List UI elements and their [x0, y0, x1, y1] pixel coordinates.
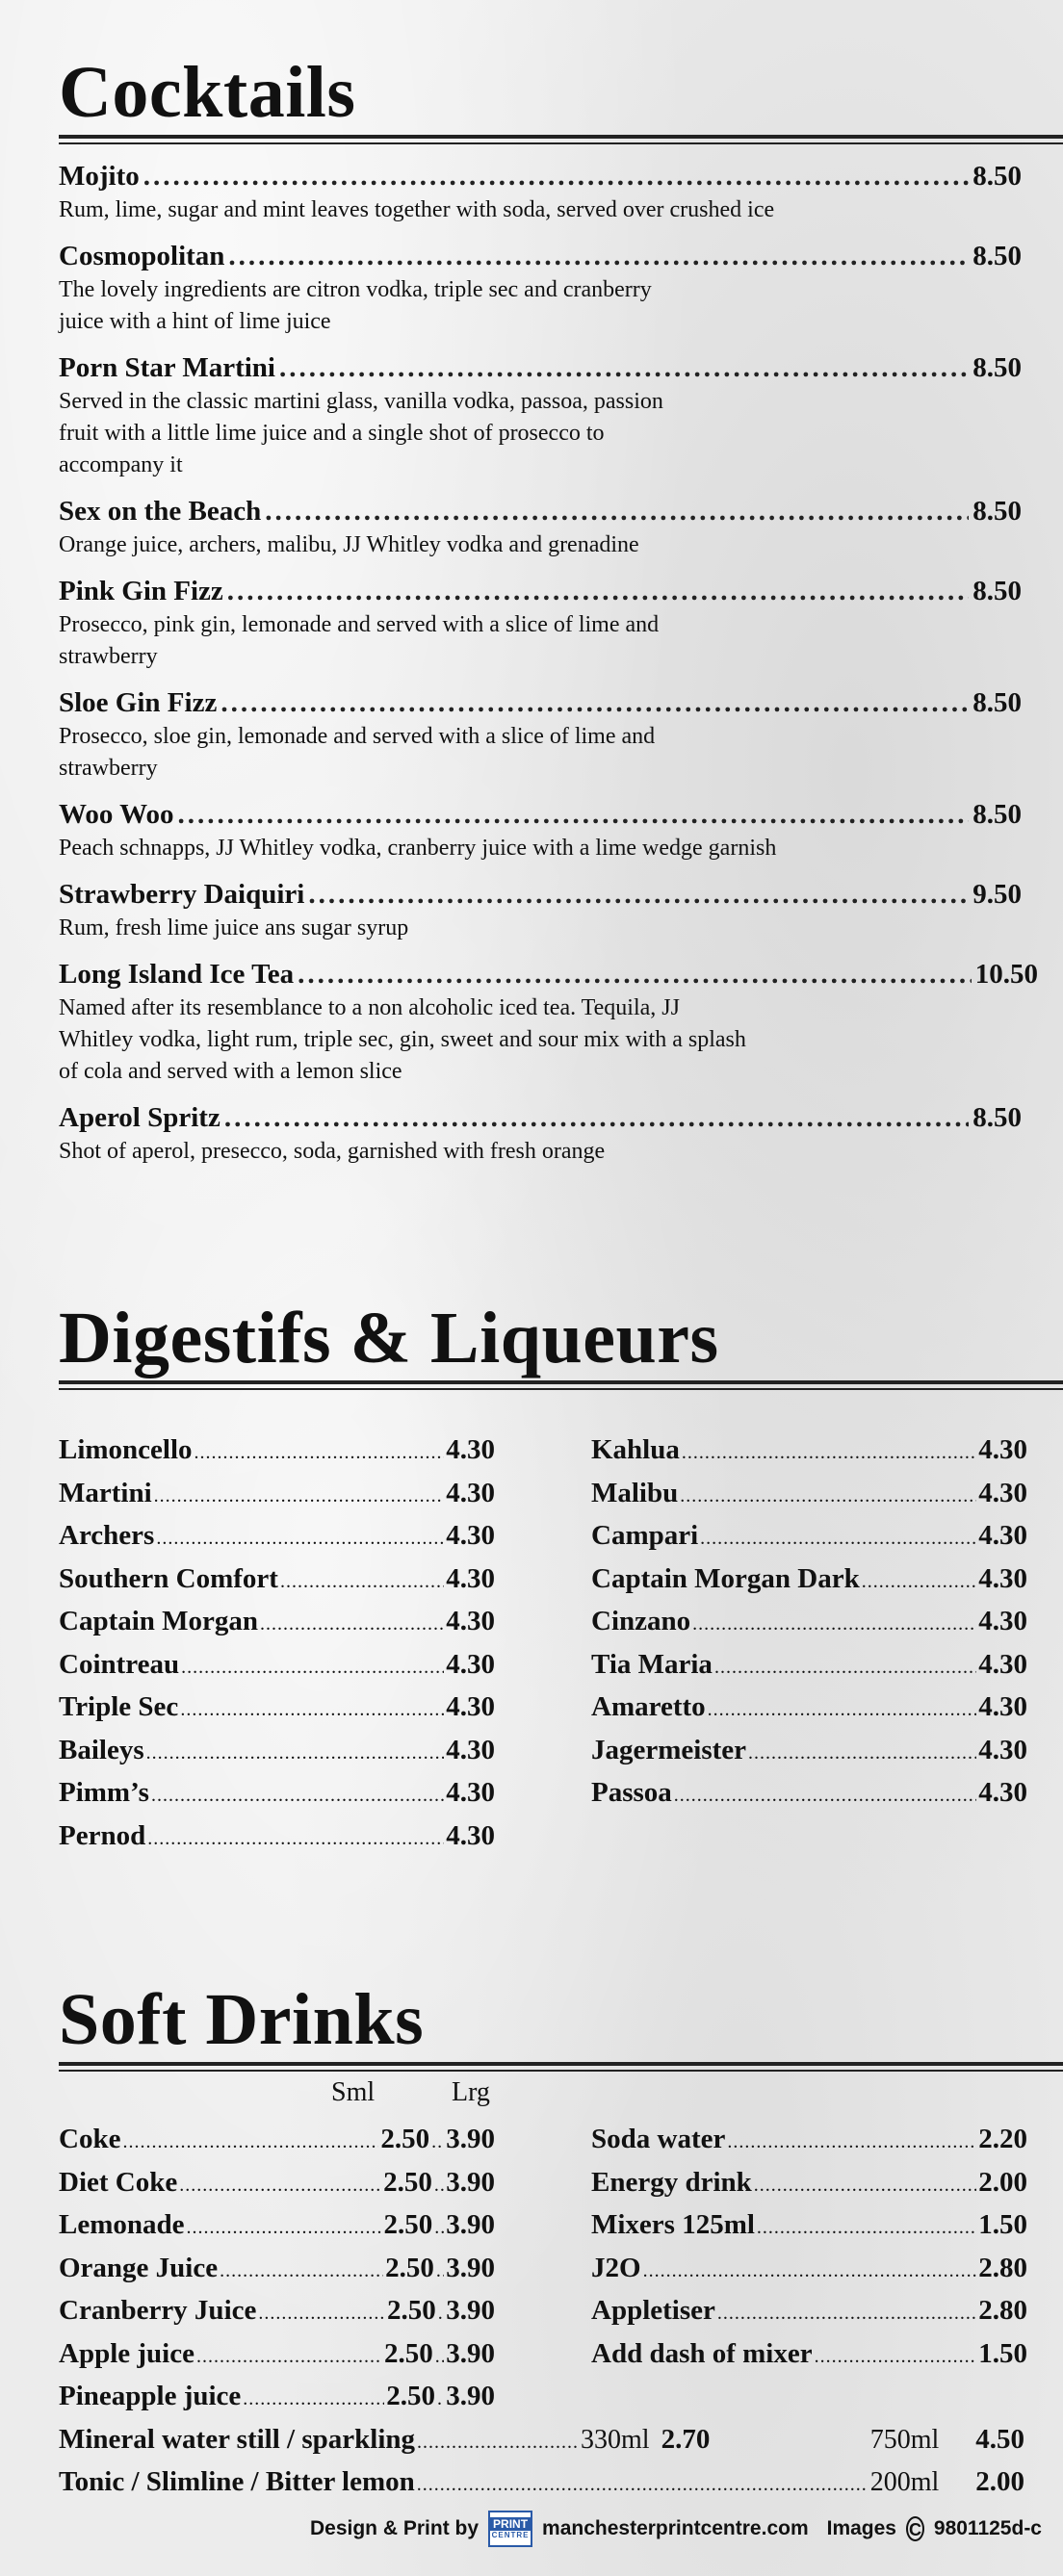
drink-price: 2.00 [978, 2166, 1027, 2198]
cocktail-price: 8.50 [972, 1102, 1022, 1133]
drink-price: 4.30 [446, 1734, 495, 1765]
drink-name: Southern Comfort [59, 1562, 278, 1594]
drink-name: Lemonade [59, 2209, 185, 2240]
print-centre-logo [488, 2511, 532, 2547]
drink-price: 1.50 [978, 2209, 1027, 2240]
large-price: 3.90 [446, 2295, 495, 2326]
drink-price: 2.80 [978, 2252, 1027, 2283]
list-item [59, 349, 1022, 481]
drink-name: Tia Maria [591, 1648, 713, 1680]
design-print-label: Design & Print by [310, 2517, 480, 2539]
list-item [59, 876, 1022, 944]
drink-name: Passoa [591, 1777, 672, 1808]
drink-name: Cointreau [59, 1648, 180, 1680]
cocktails-title: Cocktails [59, 52, 356, 133]
large-price: 3.90 [446, 2209, 495, 2240]
drink-price: 2.20 [978, 2124, 1027, 2154]
drink-price: 4.30 [978, 1734, 1027, 1765]
list-item [591, 2291, 1027, 2334]
cocktail-description: The lovely ingredients are citron vodka, triple sec and cranberry juice with a hint of lime juice [59, 277, 652, 334]
cocktail-description: Peach schnapps, JJ Whitley vodka, cranberry juice with a lime wedge garnish [59, 836, 777, 861]
drink-price: 4.30 [978, 1691, 1027, 1722]
logo-bottom-text: CENTRE [491, 2531, 530, 2539]
soft-drinks-left-column [59, 2120, 495, 2420]
list-item [591, 2205, 1027, 2249]
drink-name: Appletiser [591, 2295, 715, 2326]
drink-price: 4.30 [446, 1477, 495, 1508]
list-item [59, 1816, 495, 1860]
list-item [59, 1516, 495, 1559]
list-item [59, 158, 1022, 226]
image-code: 9801125d-c [933, 2517, 1042, 2539]
list-item [59, 2163, 495, 2206]
cocktail-description: Named after its resemblance to a non alcoholic iced tea. Tequila, JJ Whitley vodka, light rum, triple sec, gin, sweet and sour mix with a splash of cola and served with a lemon slice [59, 995, 746, 1084]
drink-name: Cranberry Juice [59, 2295, 257, 2326]
drink-price: 1.50 [978, 2337, 1027, 2369]
soft-drinks-section [59, 1979, 1063, 2506]
list-item [59, 1687, 495, 1731]
small-price: 2.50 [386, 2295, 436, 2326]
cocktails-rule [59, 135, 1063, 144]
list-item [59, 1474, 495, 1517]
drink-price: 4.30 [446, 1520, 495, 1551]
footer [310, 2511, 1042, 2547]
large-price: 3.90 [446, 2252, 495, 2283]
drink-price: 4.30 [446, 1691, 495, 1722]
drink-name: Apple juice [59, 2337, 194, 2369]
drink-name: Energy drink [591, 2166, 752, 2198]
drink-price: 4.30 [446, 1648, 495, 1680]
drink-price: 4.30 [446, 1819, 495, 1851]
drink-price: 4.30 [446, 1606, 495, 1636]
cocktail-name: Sloe Gin Fizz [59, 687, 218, 718]
drink-price: 4.30 [446, 1777, 495, 1808]
cocktail-description: Rum, lime, sugar and mint leaves together with soda, served over crushed ice [59, 197, 775, 222]
list-item [59, 796, 1022, 864]
drink-name: Orange Juice [59, 2252, 219, 2283]
small-price: 2.50 [383, 2209, 433, 2240]
drink-price: 4.30 [446, 1434, 495, 1465]
cocktail-price: 8.50 [972, 799, 1022, 830]
tonic-row [59, 2462, 1024, 2506]
digestifs-rule [59, 1380, 1063, 1390]
cocktail-price: 9.50 [972, 879, 1022, 910]
list-item [59, 573, 1022, 673]
size-header [59, 2077, 1063, 2116]
drink-name: Captain Morgan [59, 1606, 259, 1636]
copyright-icon: C [906, 2516, 924, 2541]
website-link[interactable]: manchesterprintcentre.com [542, 2517, 809, 2539]
cocktail-description: Prosecco, sloe gin, lemonade and served with a slice of lime and strawberry [59, 724, 656, 781]
soft-drinks-title: Soft Drinks [59, 1979, 425, 2060]
cocktail-price: 8.50 [972, 496, 1022, 527]
drink-name: Martini [59, 1477, 152, 1508]
list-item [59, 1099, 1022, 1168]
price: 2.00 [975, 2466, 1024, 2497]
drink-name: Amaretto [591, 1691, 706, 1722]
list-item [59, 956, 1038, 1088]
cocktail-price: 8.50 [972, 576, 1022, 606]
drink-price: 4.30 [978, 1777, 1027, 1808]
list-item [591, 1645, 1027, 1688]
drink-name: Limoncello [59, 1434, 193, 1465]
list-item [591, 2120, 1027, 2163]
list-item [591, 2249, 1027, 2292]
small-price: 2.50 [386, 2381, 435, 2411]
list-item [59, 2334, 495, 2378]
drink-name: Kahlua [591, 1434, 680, 1465]
volume-large: 750ml [869, 2424, 940, 2455]
price-large: 4.50 [975, 2423, 1024, 2455]
list-item [591, 1474, 1027, 1517]
list-item [59, 2291, 495, 2334]
drink-price: 4.30 [978, 1562, 1027, 1594]
list-item [591, 1430, 1027, 1474]
drink-price: 4.30 [446, 1562, 495, 1594]
list-item [591, 1559, 1027, 1603]
digestifs-right-column [591, 1430, 1027, 1859]
small-price: 2.50 [380, 2124, 430, 2154]
cocktail-name: Porn Star Martini [59, 352, 275, 383]
list-item [59, 1559, 495, 1603]
cocktail-name: Long Island Ice Tea [59, 959, 295, 990]
cocktail-name: Mojito [59, 161, 140, 192]
list-item [59, 1731, 495, 1774]
drink-name: Archers [59, 1520, 155, 1551]
drink-name: Baileys [59, 1734, 144, 1765]
drink-price: 4.30 [978, 1477, 1027, 1508]
cocktail-description: Shot of aperol, presecco, soda, garnished with fresh orange [59, 1139, 606, 1164]
cocktail-name: Sex on the Beach [59, 496, 262, 527]
large-price: 3.90 [446, 2381, 495, 2411]
large-size-label: Lrg [452, 2077, 490, 2107]
cocktail-name: Strawberry Daiquiri [59, 879, 305, 910]
large-price: 3.90 [446, 2166, 495, 2198]
list-item [591, 2334, 1027, 2378]
list-item [59, 493, 1022, 561]
list-item [59, 2120, 495, 2163]
price-small: 2.70 [661, 2423, 711, 2455]
cocktails-section [59, 52, 1063, 1179]
list-item [59, 2205, 495, 2249]
list-item [591, 1687, 1027, 1731]
volume: 200ml [869, 2467, 940, 2497]
drink-name: Mineral water still / sparkling [59, 2423, 416, 2455]
drink-name: Malibu [591, 1477, 679, 1508]
small-price: 2.50 [383, 2166, 432, 2198]
small-price: 2.50 [383, 2337, 433, 2369]
list-item [59, 1645, 495, 1688]
cocktail-price: 8.50 [972, 241, 1022, 271]
drink-name: Pineapple juice [59, 2381, 242, 2411]
cocktail-price: 8.50 [972, 352, 1022, 383]
drink-name: Pernod [59, 1819, 146, 1851]
drink-name: Add dash of mixer [591, 2337, 813, 2369]
cocktail-price: 10.50 [974, 959, 1038, 990]
drink-price: 2.80 [978, 2295, 1027, 2326]
cocktail-name: Aperol Spritz [59, 1102, 220, 1133]
large-price: 3.90 [446, 2124, 495, 2154]
list-item [591, 1773, 1027, 1816]
list-item [591, 1516, 1027, 1559]
digestifs-title: Digestifs & Liqueurs [59, 1298, 719, 1378]
drink-name: Tonic / Slimline / Bitter lemon [59, 2466, 415, 2497]
cocktail-description: Served in the classic martini glass, vanilla vodka, passoa, passion fruit with a little lime juice and a single shot of prosecco to accompany it [59, 389, 663, 477]
volume-small: 330ml [581, 2424, 650, 2455]
drink-name: Captain Morgan Dark [591, 1562, 860, 1594]
cocktail-description: Orange juice, archers, malibu, JJ Whitley vodka and grenadine [59, 532, 639, 557]
drink-price: 4.30 [978, 1606, 1027, 1636]
logo-top-text: PRINT [490, 2517, 531, 2531]
cocktail-description: Rum, fresh lime juice ans sugar syrup [59, 915, 409, 940]
drink-name: Soda water [591, 2124, 726, 2154]
list-item [59, 1602, 495, 1645]
digestifs-section [59, 1298, 1063, 1859]
drink-name: Coke [59, 2124, 121, 2154]
drink-name: Diet Coke [59, 2166, 178, 2198]
cocktail-description: Prosecco, pink gin, lemonade and served with a slice of lime and strawberry [59, 612, 660, 669]
drink-name: Cinzano [591, 1606, 691, 1636]
drink-name: Pimm’s [59, 1777, 149, 1808]
list-item [591, 1602, 1027, 1645]
small-size-label: Sml [331, 2077, 376, 2107]
list-item [59, 2377, 495, 2420]
small-price: 2.50 [385, 2252, 434, 2283]
mineral-water-row [59, 2420, 1024, 2463]
drink-price: 4.30 [978, 1648, 1027, 1680]
drink-name: Campari [591, 1520, 699, 1551]
cocktail-name: Cosmopolitan [59, 241, 225, 271]
cocktail-price: 8.50 [972, 161, 1022, 192]
digestifs-left-column [59, 1430, 495, 1859]
images-label: Images [826, 2517, 896, 2539]
list-item [59, 684, 1022, 785]
list-item [59, 1430, 495, 1474]
cocktail-price: 8.50 [972, 687, 1022, 718]
drink-name: Triple Sec [59, 1691, 179, 1722]
large-price: 3.90 [446, 2337, 495, 2369]
list-item [59, 2249, 495, 2292]
drink-price: 4.30 [978, 1520, 1027, 1551]
soft-drinks-right-column [591, 2120, 1027, 2420]
drink-name: Mixers 125ml [591, 2209, 755, 2240]
list-item [59, 1773, 495, 1816]
list-item [59, 238, 1022, 338]
cocktail-list [59, 158, 1038, 1168]
list-item [591, 2163, 1027, 2206]
list-item [591, 1731, 1027, 1774]
soft-drinks-rule [59, 2062, 1063, 2072]
drink-name: J2O [591, 2252, 641, 2283]
cocktail-name: Pink Gin Fizz [59, 576, 223, 606]
cocktail-name: Woo Woo [59, 799, 174, 830]
drink-name: Jagermeister [591, 1734, 747, 1765]
drink-price: 4.30 [978, 1434, 1027, 1465]
